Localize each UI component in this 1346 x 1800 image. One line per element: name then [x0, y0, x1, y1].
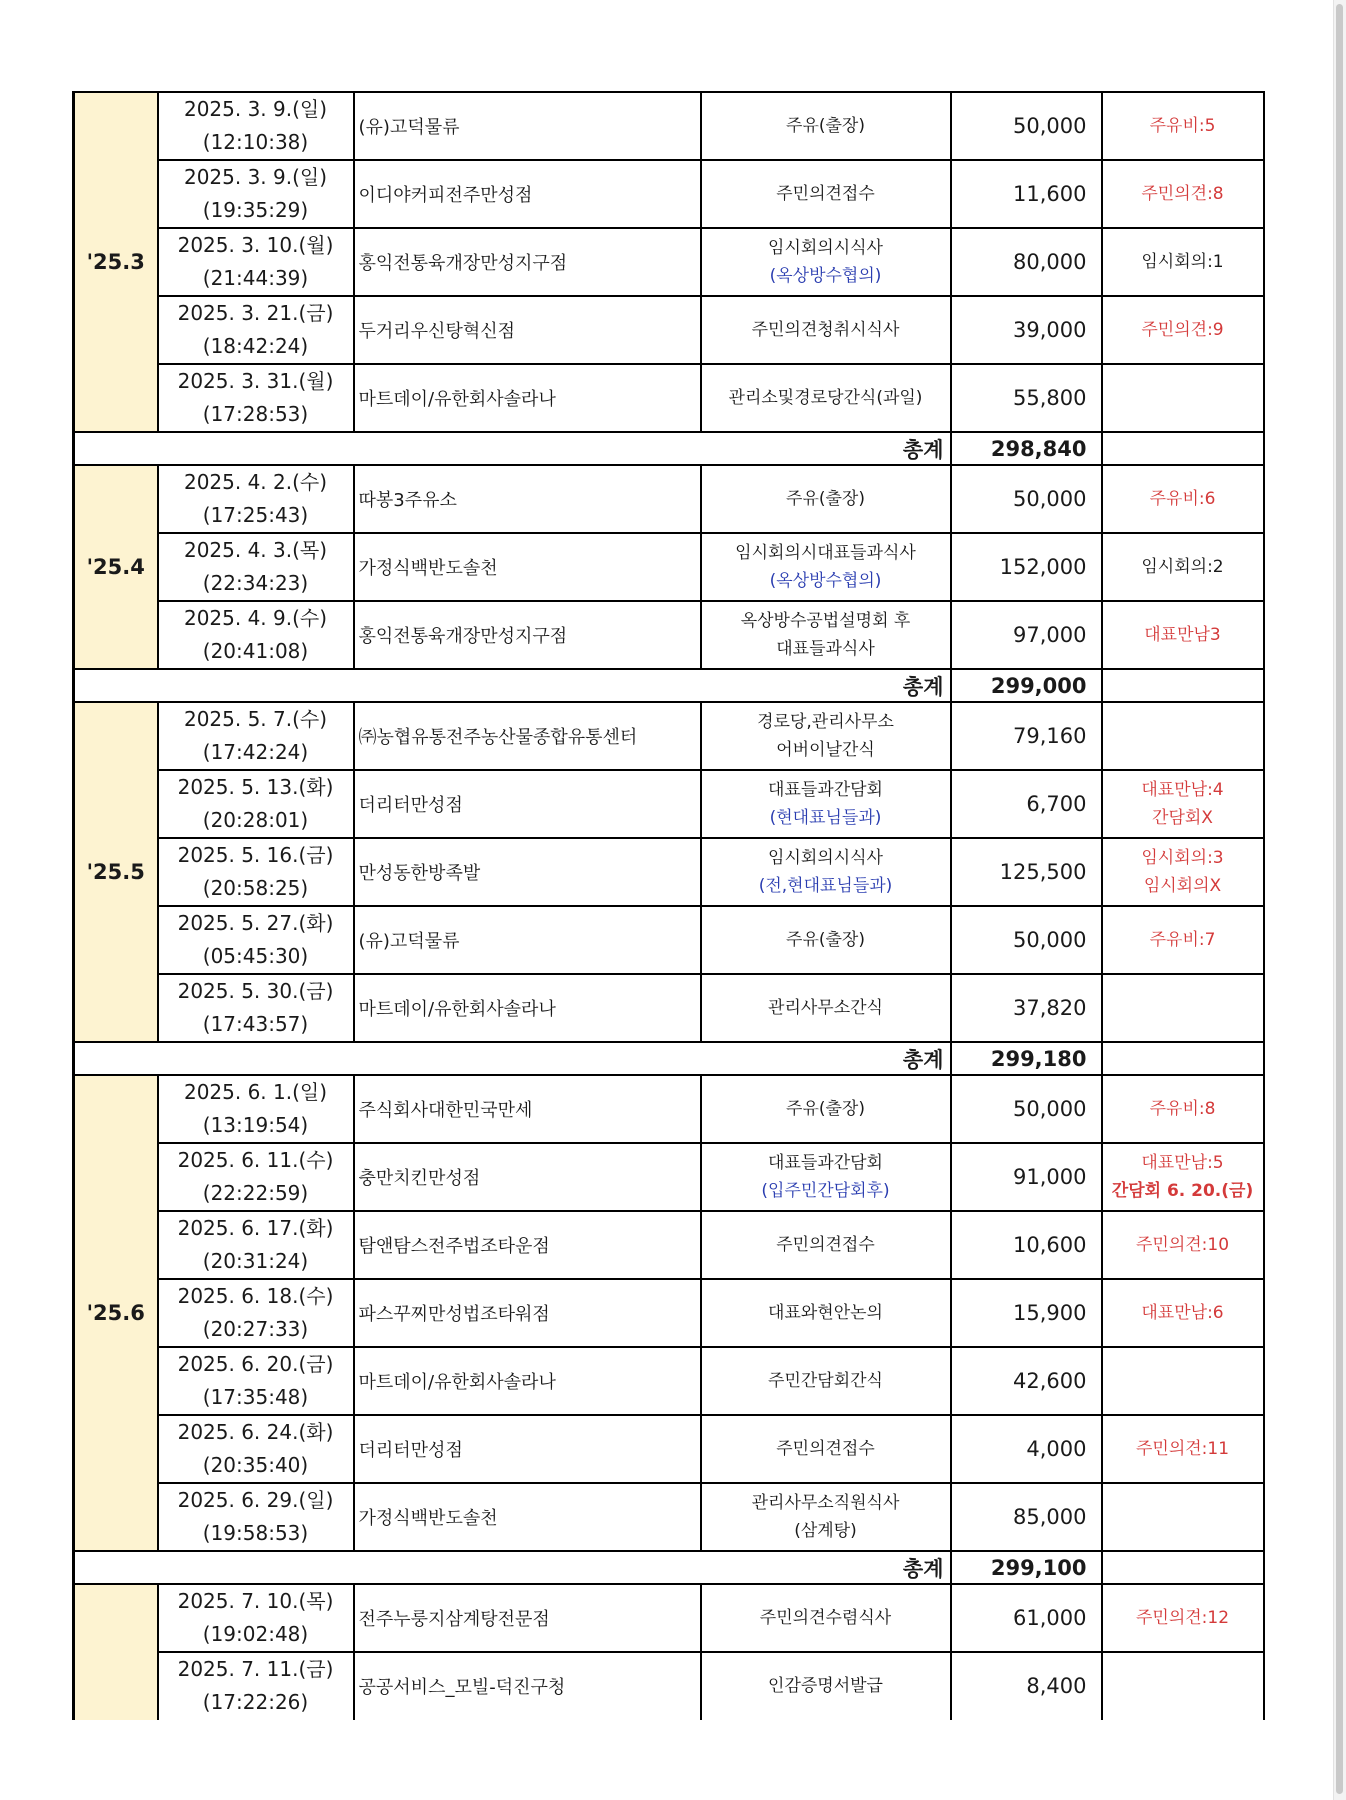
store-name: 가정식백반도솔천 [354, 533, 701, 601]
amount-cell: 15,900 [951, 1279, 1102, 1347]
purpose-cell [701, 1652, 951, 1720]
payment-date: 2025. 7. 10.(목) [177, 1589, 334, 1613]
store-name: 가정식백반도솔천 [354, 1483, 701, 1551]
purpose-text: 주민의견접수 [776, 184, 875, 204]
store-name: (유)고덕물류 [354, 92, 701, 160]
table-row [74, 228, 1264, 296]
amount-cell: 37,820 [951, 974, 1102, 1042]
date-cell [158, 1279, 354, 1347]
store-name: 홍익전통육개장만성지구점 [354, 228, 701, 296]
total-note-blank [1102, 432, 1264, 465]
total-row [74, 432, 1264, 465]
note-text: 주민의견:8 [1141, 184, 1224, 204]
date-cell [158, 974, 354, 1042]
date-cell [158, 364, 354, 432]
table-row [74, 1415, 1264, 1483]
payment-date: 2025. 4. 9.(수) [183, 606, 328, 630]
total-note-blank [1102, 1551, 1264, 1584]
date-cell [158, 770, 354, 838]
note-text: 간담회 6. 20.(금) [1111, 1181, 1254, 1201]
date-cell [158, 1652, 354, 1720]
table-row [74, 1652, 1264, 1720]
payment-date: 2025. 5. 30.(금) [177, 979, 334, 1003]
table-row [74, 1075, 1264, 1143]
payment-date: 2025. 5. 27.(화) [177, 911, 334, 935]
date-cell [158, 1483, 354, 1551]
amount-cell: 50,000 [951, 906, 1102, 974]
table-row [74, 1584, 1264, 1652]
payment-date: 2025. 5. 16.(금) [177, 843, 334, 867]
purpose-cell [701, 974, 951, 1042]
amount-cell: 125,500 [951, 838, 1102, 906]
payment-time: (19:02:48) [202, 1622, 309, 1646]
amount-cell: 10,600 [951, 1211, 1102, 1279]
purpose-detail: 어버이날간식 [776, 740, 875, 760]
purpose-cell [701, 228, 951, 296]
note-text: 주유비:6 [1149, 489, 1216, 509]
note-text: 대표만남:4 [1141, 780, 1224, 800]
purpose-cell [701, 1347, 951, 1415]
note-text: 대표만남3 [1144, 625, 1221, 645]
payment-time: (20:41:08) [202, 639, 309, 663]
store-name: 따봉3주유소 [354, 465, 701, 533]
purpose-text: 주민의견수렴식사 [759, 1608, 892, 1628]
purpose-cell [701, 465, 951, 533]
purpose-cell [701, 296, 951, 364]
payment-time: (20:31:24) [202, 1249, 309, 1273]
purpose-detail: (현대표님들과) [769, 808, 882, 828]
note-text: 주민의견:11 [1135, 1439, 1230, 1459]
purpose-text: 관리소및경로당간식(과일) [728, 388, 923, 408]
purpose-text: 임시회의시식사 [768, 238, 883, 258]
payment-time: (19:58:53) [202, 1521, 309, 1545]
purpose-text: 주민의견청취시식사 [751, 320, 900, 340]
note-cell [1102, 1143, 1264, 1211]
month-label: '25.3 [74, 92, 158, 432]
date-cell [158, 1415, 354, 1483]
amount-cell: 97,000 [951, 601, 1102, 669]
payment-time: (17:35:48) [202, 1385, 309, 1409]
total-row [74, 669, 1264, 702]
store-name: (유)고덕물류 [354, 906, 701, 974]
note-text: 주민의견:10 [1135, 1235, 1230, 1255]
store-name: 만성동한방족발 [354, 838, 701, 906]
date-cell [158, 906, 354, 974]
purpose-cell [701, 770, 951, 838]
note-cell [1102, 1652, 1264, 1720]
total-label: 총계 [74, 1551, 951, 1584]
payment-date: 2025. 4. 3.(목) [183, 538, 328, 562]
payment-time: (17:43:57) [202, 1012, 309, 1036]
note-text: 주유비:8 [1149, 1099, 1216, 1119]
purpose-text: 옥상방수공법설명회 후 [740, 611, 911, 631]
total-row [74, 1042, 1264, 1075]
payment-date: 2025. 4. 2.(수) [183, 470, 328, 494]
note-cell [1102, 838, 1264, 906]
table-row [74, 92, 1264, 160]
note-text: 임시회의:2 [1141, 557, 1224, 577]
purpose-cell [701, 1075, 951, 1143]
date-cell [158, 92, 354, 160]
payment-time: (17:25:43) [202, 503, 309, 527]
total-row [74, 1551, 1264, 1584]
scrollbar-thumb[interactable] [1336, 4, 1343, 1794]
payment-date: 2025. 3. 21.(금) [177, 301, 334, 325]
purpose-text: 주유(출장) [786, 116, 865, 136]
purpose-text: 대표들과간담회 [768, 780, 883, 800]
amount-cell: 8,400 [951, 1652, 1102, 1720]
store-name: 홍익전통육개장만성지구점 [354, 601, 701, 669]
payment-date: 2025. 6. 29.(일) [177, 1488, 334, 1512]
total-label: 총계 [74, 669, 951, 702]
payment-time: (13:19:54) [202, 1113, 309, 1137]
note-cell [1102, 364, 1264, 432]
note-text: 주유비:5 [1149, 116, 1216, 136]
table-row [74, 1143, 1264, 1211]
note-cell [1102, 1211, 1264, 1279]
purpose-text: 주유(출장) [786, 930, 865, 950]
payment-date: 2025. 7. 11.(금) [177, 1657, 334, 1682]
payment-date: 2025. 3. 9.(일) [183, 165, 328, 189]
note-cell [1102, 1483, 1264, 1551]
payment-date: 2025. 5. 13.(화) [177, 775, 334, 799]
purpose-detail: (옥상방수협의) [769, 266, 882, 286]
month-label: '25.5 [74, 702, 158, 1042]
store-name: 공공서비스_모빌-덕진구청 [354, 1652, 701, 1720]
table-row [74, 1483, 1264, 1551]
payment-date: 2025. 5. 7.(수) [183, 707, 328, 731]
note-cell [1102, 702, 1264, 770]
total-note-blank [1102, 1042, 1264, 1075]
amount-cell: 50,000 [951, 1075, 1102, 1143]
total-amount: 299,180 [951, 1042, 1102, 1075]
purpose-detail: (입주민간담회후) [761, 1181, 890, 1201]
total-note-blank [1102, 669, 1264, 702]
ledger-body [74, 92, 1264, 1720]
payment-time: (12:10:38) [202, 130, 309, 154]
expense-ledger-table [72, 91, 1265, 1720]
note-cell [1102, 228, 1264, 296]
purpose-cell [701, 601, 951, 669]
payment-date: 2025. 3. 31.(월) [177, 369, 334, 393]
total-label: 총계 [74, 432, 951, 465]
table-row [74, 838, 1264, 906]
purpose-cell [701, 702, 951, 770]
purpose-detail: (전,현대표님들과) [758, 876, 893, 896]
purpose-text: 주민간담회간식 [768, 1371, 883, 1391]
month-label: '25.6 [74, 1075, 158, 1551]
payment-time: (05:45:30) [202, 944, 309, 968]
store-name: 충만치킨만성점 [354, 1143, 701, 1211]
month-label [74, 1584, 158, 1720]
amount-cell: 152,000 [951, 533, 1102, 601]
payment-time: (19:35:29) [202, 198, 309, 222]
note-cell [1102, 296, 1264, 364]
amount-cell: 79,160 [951, 702, 1102, 770]
amount-cell: 42,600 [951, 1347, 1102, 1415]
total-amount: 298,840 [951, 432, 1102, 465]
store-name: 두거리우신탕혁신점 [354, 296, 701, 364]
purpose-cell [701, 838, 951, 906]
total-amount: 299,100 [951, 1551, 1102, 1584]
amount-cell: 85,000 [951, 1483, 1102, 1551]
amount-cell: 6,700 [951, 770, 1102, 838]
note-text: 대표만남:6 [1141, 1303, 1224, 1323]
table-row [74, 770, 1264, 838]
note-text: 주유비:7 [1149, 930, 1216, 950]
store-name: 마트데이/유한회사솔라나 [354, 364, 701, 432]
month-label: '25.4 [74, 465, 158, 669]
purpose-text: 인감증명서발급 [768, 1676, 883, 1697]
purpose-cell [701, 92, 951, 160]
note-cell [1102, 1584, 1264, 1652]
payment-time: (20:35:40) [202, 1453, 309, 1477]
note-cell [1102, 1347, 1264, 1415]
note-cell [1102, 465, 1264, 533]
payment-date: 2025. 3. 10.(월) [177, 233, 334, 257]
purpose-text: 대표와현안논의 [768, 1303, 883, 1323]
date-cell [158, 702, 354, 770]
note-cell [1102, 601, 1264, 669]
payment-time: (20:58:25) [202, 876, 309, 900]
amount-cell: 55,800 [951, 364, 1102, 432]
store-name: 전주누룽지삼계탕전문점 [354, 1584, 701, 1652]
date-cell [158, 1075, 354, 1143]
note-text: 주민의견:9 [1141, 320, 1224, 340]
note-text: 임시회의X [1143, 876, 1222, 896]
purpose-detail: 대표들과식사 [776, 639, 875, 659]
store-name: 파스꾸찌만성법조타워점 [354, 1279, 701, 1347]
purpose-text: 주민의견접수 [776, 1439, 875, 1459]
note-cell [1102, 974, 1264, 1042]
store-name: 마트데이/유한회사솔라나 [354, 974, 701, 1042]
payment-date: 2025. 6. 11.(수) [177, 1148, 334, 1172]
amount-cell: 61,000 [951, 1584, 1102, 1652]
payment-time: (18:42:24) [202, 334, 309, 358]
amount-cell: 39,000 [951, 296, 1102, 364]
amount-cell: 80,000 [951, 228, 1102, 296]
total-label: 총계 [74, 1042, 951, 1075]
amount-cell: 11,600 [951, 160, 1102, 228]
payment-time: (22:34:23) [202, 571, 309, 595]
purpose-cell [701, 906, 951, 974]
purpose-cell [701, 1279, 951, 1347]
table-row [74, 1279, 1264, 1347]
payment-date: 2025. 6. 20.(금) [177, 1352, 334, 1376]
purpose-text: 임시회의시대표들과식사 [735, 543, 916, 563]
payment-time: (17:22:26) [202, 1690, 309, 1715]
note-text: 주민의견:12 [1135, 1608, 1230, 1628]
payment-time: (17:42:24) [202, 740, 309, 764]
note-text: 임시회의:3 [1141, 848, 1224, 868]
purpose-cell [701, 160, 951, 228]
date-cell [158, 160, 354, 228]
note-cell [1102, 533, 1264, 601]
table-row [74, 364, 1264, 432]
table-row [74, 974, 1264, 1042]
note-cell [1102, 906, 1264, 974]
table-row [74, 1347, 1264, 1415]
date-cell [158, 838, 354, 906]
date-cell [158, 228, 354, 296]
purpose-detail: (옥상방수협의) [769, 571, 882, 591]
payment-time: (20:27:33) [202, 1317, 309, 1341]
note-cell [1102, 1075, 1264, 1143]
payment-time: (21:44:39) [202, 266, 309, 290]
store-name: 더리터만성점 [354, 1415, 701, 1483]
total-amount: 299,000 [951, 669, 1102, 702]
table-row [74, 465, 1264, 533]
note-cell [1102, 1279, 1264, 1347]
purpose-cell [701, 364, 951, 432]
date-cell [158, 1211, 354, 1279]
purpose-cell [701, 1415, 951, 1483]
payment-date: 2025. 6. 1.(일) [183, 1080, 328, 1104]
purpose-text: 주민의견접수 [776, 1235, 875, 1255]
payment-time: (20:28:01) [202, 808, 309, 832]
purpose-cell [701, 1143, 951, 1211]
note-cell [1102, 1415, 1264, 1483]
payment-date: 2025. 6. 24.(화) [177, 1420, 334, 1444]
date-cell [158, 1347, 354, 1415]
date-cell [158, 601, 354, 669]
store-name: 마트데이/유한회사솔라나 [354, 1347, 701, 1415]
payment-date: 2025. 6. 18.(수) [177, 1284, 334, 1308]
amount-cell: 50,000 [951, 92, 1102, 160]
purpose-text: 관리사무소간식 [768, 998, 883, 1018]
store-name: 탐앤탐스전주법조타운점 [354, 1211, 701, 1279]
amount-cell: 50,000 [951, 465, 1102, 533]
amount-cell: 4,000 [951, 1415, 1102, 1483]
date-cell [158, 533, 354, 601]
table-row [74, 906, 1264, 974]
payment-time: (17:28:53) [202, 402, 309, 426]
note-text: 간담회X [1152, 808, 1213, 828]
date-cell [158, 296, 354, 364]
purpose-detail: (삼계탕) [794, 1521, 857, 1541]
date-cell [158, 1584, 354, 1652]
store-name: 더리터만성점 [354, 770, 701, 838]
table-row [74, 601, 1264, 669]
store-name: 이디야커피전주만성점 [354, 160, 701, 228]
note-text: 대표만남:5 [1141, 1153, 1224, 1173]
store-name: 주식회사대한민국만세 [354, 1075, 701, 1143]
payment-date: 2025. 3. 9.(일) [183, 97, 328, 121]
purpose-cell [701, 1584, 951, 1652]
payment-date: 2025. 6. 17.(화) [177, 1216, 334, 1240]
table-row [74, 1211, 1264, 1279]
amount-cell: 91,000 [951, 1143, 1102, 1211]
store-name: ㈜농협유통전주농산물종합유통센터 [354, 702, 701, 770]
payment-time: (22:22:59) [202, 1181, 309, 1205]
purpose-text: 경로당,관리사무소 [757, 712, 894, 732]
purpose-text: 대표들과간담회 [768, 1153, 883, 1173]
purpose-text: 임시회의시식사 [768, 848, 883, 868]
table-row [74, 702, 1264, 770]
table-row [74, 533, 1264, 601]
purpose-cell [701, 1483, 951, 1551]
note-cell [1102, 770, 1264, 838]
date-cell [158, 465, 354, 533]
note-cell [1102, 92, 1264, 160]
purpose-text: 주유(출장) [786, 1099, 865, 1119]
purpose-text: 관리사무소직원식사 [751, 1493, 900, 1513]
table-row [74, 160, 1264, 228]
purpose-cell [701, 1211, 951, 1279]
note-text: 임시회의:1 [1141, 252, 1224, 272]
purpose-text: 주유(출장) [786, 489, 865, 509]
table-row [74, 296, 1264, 364]
note-cell [1102, 160, 1264, 228]
purpose-cell [701, 533, 951, 601]
date-cell [158, 1143, 354, 1211]
